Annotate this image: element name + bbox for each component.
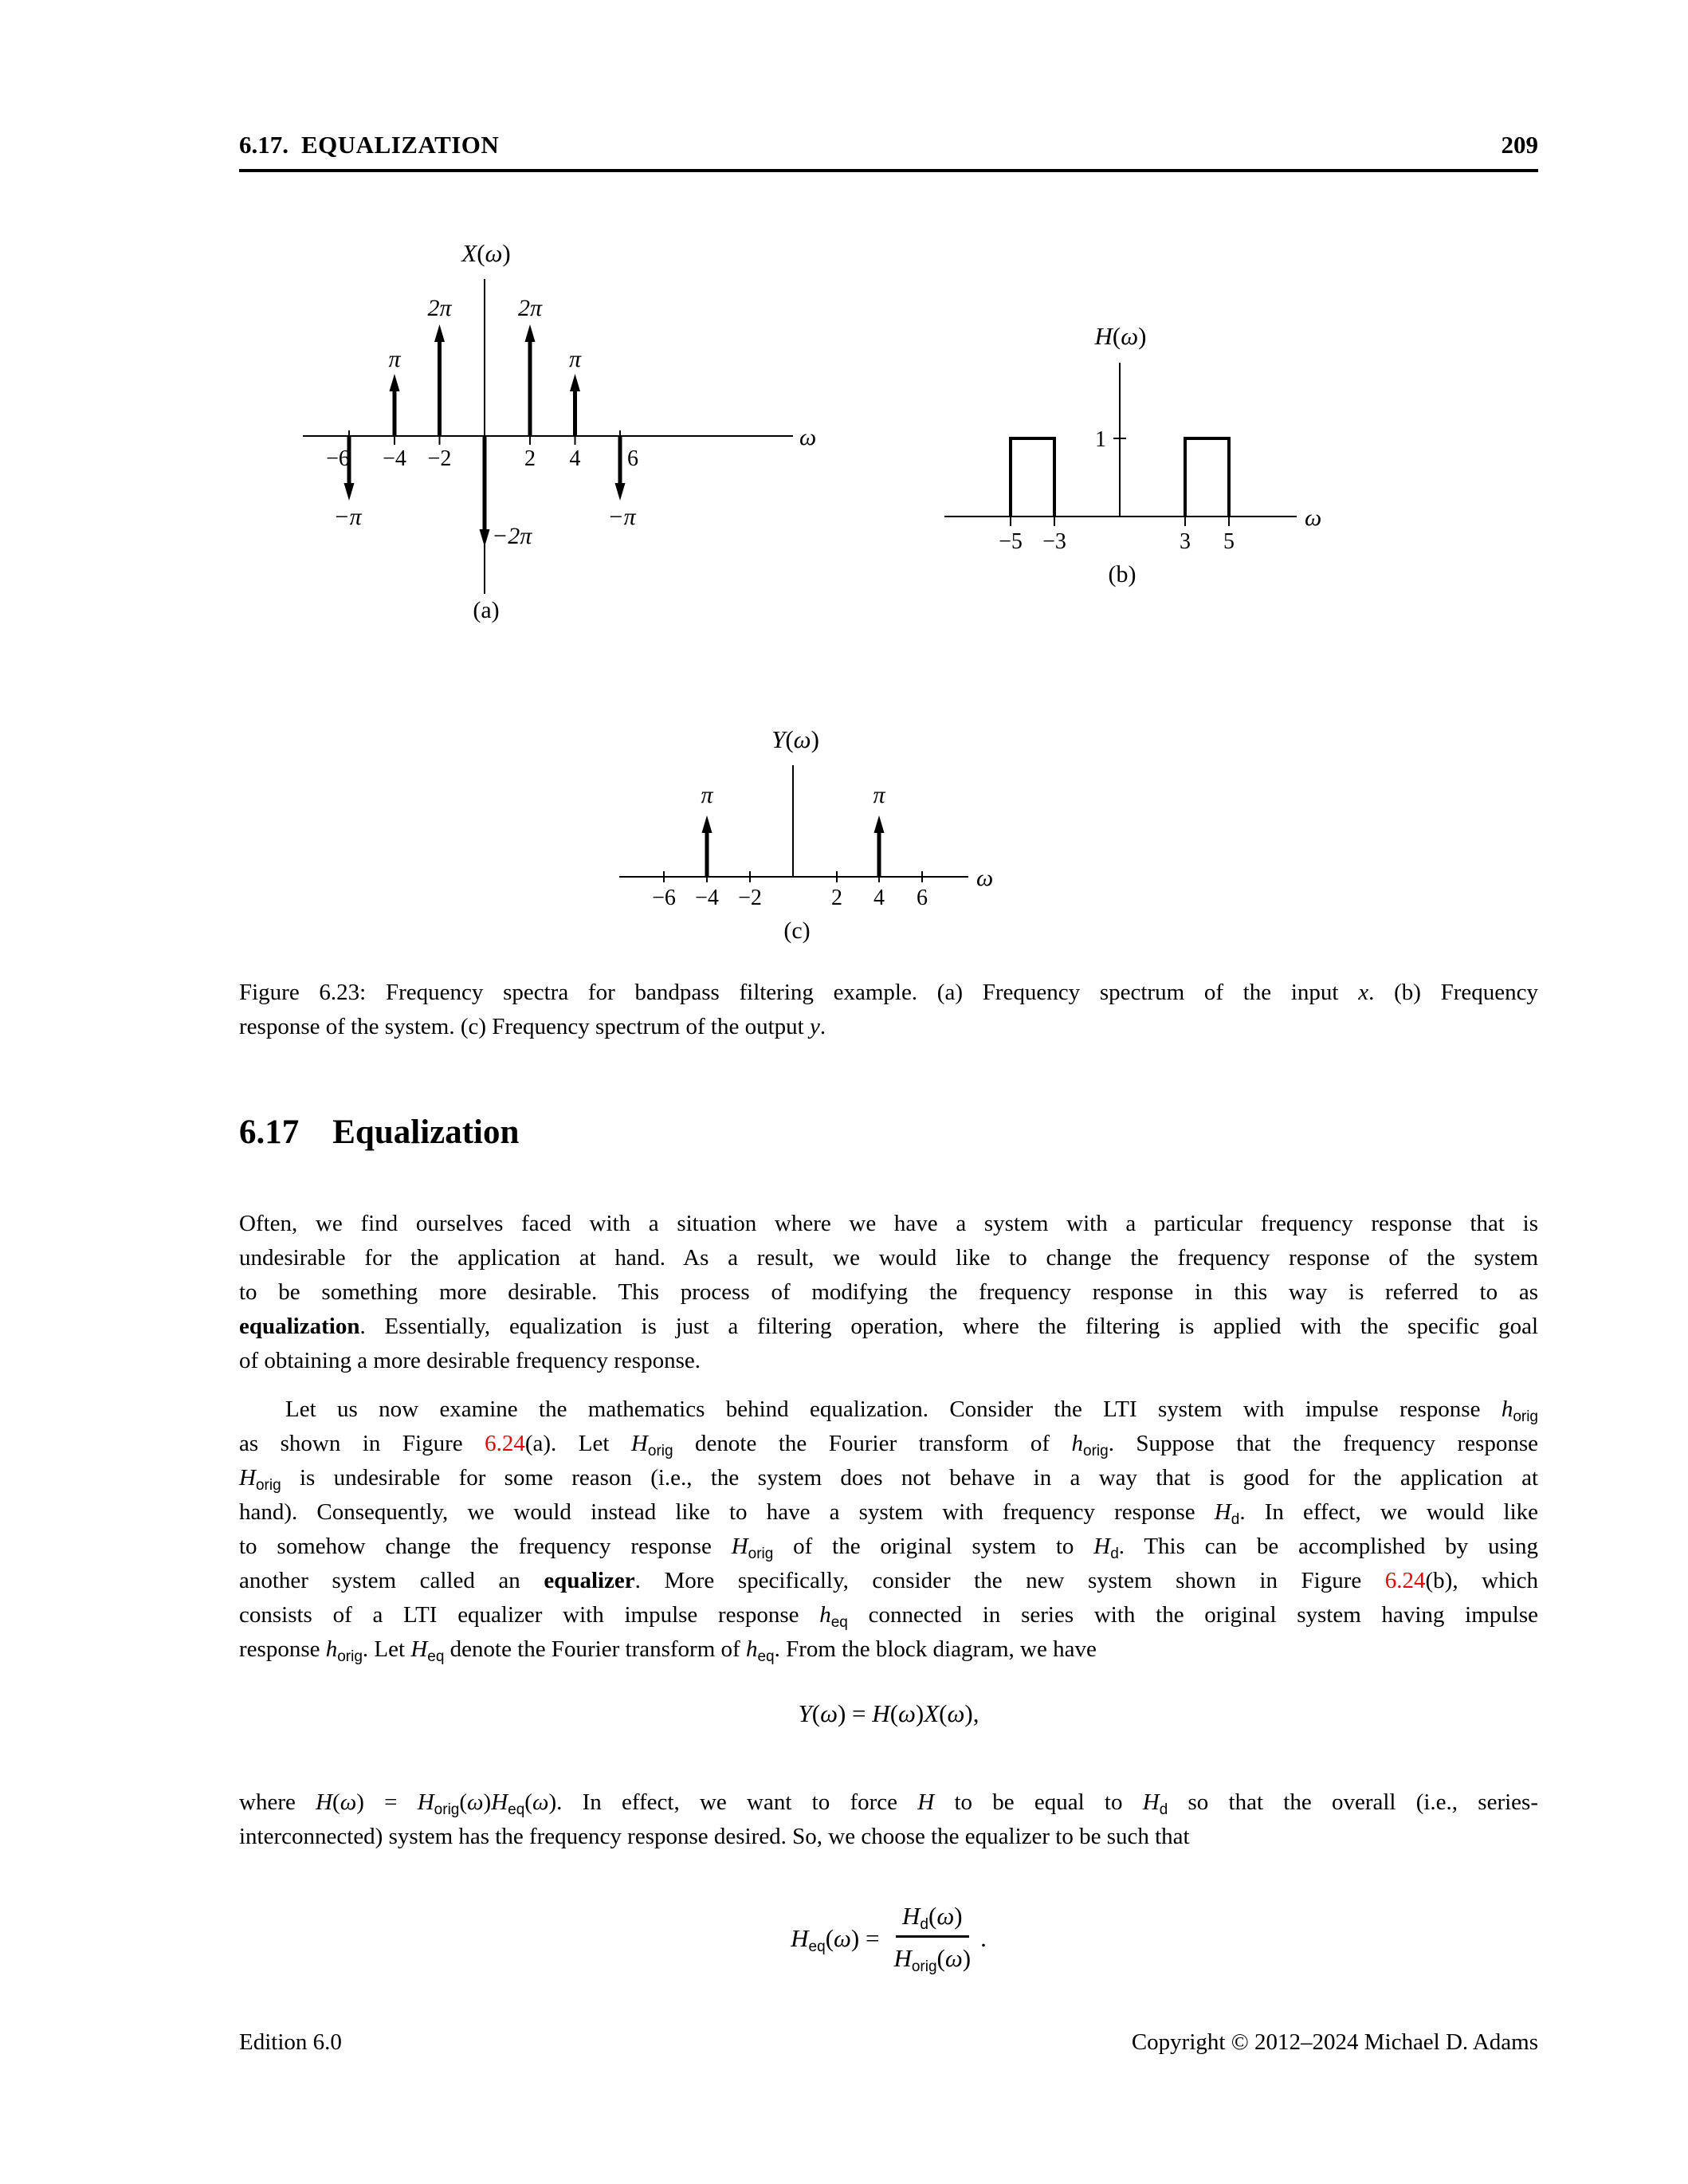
math-subscript: d <box>1110 1546 1119 1562</box>
math-var: H <box>410 1636 428 1662</box>
text-run: (a). Let <box>524 1431 631 1456</box>
math-subscript: orig <box>337 1648 363 1665</box>
fraction <box>887 1902 977 1974</box>
text-run: . Essentially, equalization is just a filtering operation, where the filtering is applied with the specific goal <box>359 1314 1538 1339</box>
math-var: H <box>902 1902 921 1930</box>
x-tick-label: 4 <box>873 886 885 910</box>
text-run: ( <box>785 725 794 753</box>
math-var: H <box>791 1923 809 1952</box>
figure-a-spectrum-x <box>295 231 837 630</box>
math-subscript: eq <box>830 1614 848 1631</box>
text-line <box>239 1564 1538 1598</box>
figure-ref-link[interactable]: 6.24 <box>1384 1568 1426 1593</box>
paragraph-1 <box>239 1207 1538 1378</box>
text-line <box>239 1820 1538 1854</box>
math-var: H <box>491 1789 508 1815</box>
figure-caption <box>239 976 1538 1044</box>
text-line <box>239 1427 1538 1461</box>
impulse-label: π <box>701 782 713 808</box>
arrowhead <box>874 815 885 833</box>
text-run: denote the Fourier transform of <box>444 1636 746 1662</box>
arrowhead <box>615 483 626 501</box>
text-run: denote the Fourier transform of <box>673 1431 1072 1456</box>
math-var: ω <box>467 1789 484 1815</box>
figure-ref-link[interactable]: 6.24 <box>485 1431 525 1456</box>
math-var: h <box>1501 1396 1513 1422</box>
x-tick-label: −4 <box>383 446 406 471</box>
page-footer <box>239 2029 1538 2056</box>
copyright-label: Copyright © 2012–2024 Michael D. Adams <box>1131 2029 1538 2055</box>
text-run: so that the overall (i.e., series- <box>1168 1789 1538 1815</box>
impulse-label: 2π <box>427 295 452 321</box>
x-tick-label: −3 <box>1042 529 1066 554</box>
math-var: H <box>630 1431 648 1456</box>
math-var: ω <box>944 1944 963 1972</box>
math-var: H <box>1093 1534 1111 1559</box>
math-var: ω <box>1121 322 1139 350</box>
text-run: . More specifically, consider the new system shown in Figure <box>634 1568 1385 1593</box>
x-tick-label: 6 <box>917 886 928 910</box>
math-var: H <box>872 1699 890 1727</box>
math-var: ω <box>532 1789 549 1815</box>
text-run: . Suppose that the frequency response <box>1108 1431 1538 1456</box>
math-var: h <box>745 1636 758 1662</box>
math-subscript: orig <box>255 1477 281 1494</box>
text-line <box>239 1392 1538 1427</box>
text-run: undesirable for the application at hand. As a result, we would like to change the frequency response of the system <box>239 1245 1538 1271</box>
axes <box>944 363 1321 531</box>
text-run: response of the system. (c) Frequency spectrum of the output <box>239 1014 810 1039</box>
section-number: 6.17 <box>239 1114 300 1151</box>
x-tick-label: 3 <box>1180 529 1191 554</box>
math-var: h <box>325 1636 338 1662</box>
math-subscript: orig <box>911 1958 937 1975</box>
math-subscript: eq <box>808 1938 826 1955</box>
equation-period: . <box>980 1923 987 1952</box>
omega-axis-label: ω <box>1305 505 1322 531</box>
text-run: ). In effect, we want to force <box>548 1789 918 1815</box>
text-run: ) <box>915 1699 924 1727</box>
passband-rect <box>1185 438 1229 517</box>
text-run: is undesirable for some reason (i.e., the system does not behave in a way that is good for the application at <box>281 1465 1538 1491</box>
text-run: . In effect, we would like <box>1239 1499 1539 1525</box>
text-run: connected in series with the original system having impulse <box>847 1602 1538 1628</box>
figure-b-frequency-response <box>924 311 1371 598</box>
math-subscript: orig <box>434 1801 460 1818</box>
running-section-title: EQUALIZATION <box>301 131 500 159</box>
text-run: ( <box>825 1923 834 1952</box>
omega-axis-label: ω <box>976 865 994 891</box>
text-run: ( <box>459 1789 468 1815</box>
text-run: interconnected) system has the frequency response desired. So, we choose the equalizer to be such that <box>239 1824 1190 1849</box>
math-var: X <box>924 1699 940 1727</box>
math-var: X <box>461 239 477 267</box>
text-run: ( <box>524 1789 532 1815</box>
math-var: h <box>1071 1431 1083 1456</box>
text-run: . Let <box>362 1636 411 1662</box>
section-heading <box>239 1113 519 1152</box>
text-run: ( <box>1112 322 1121 350</box>
running-header <box>239 131 1538 159</box>
text-run: . From the block diagram, we have <box>774 1636 1097 1662</box>
math-subscript: eq <box>757 1648 775 1665</box>
text-run: ) = <box>850 1923 880 1952</box>
text-line <box>239 1241 1538 1275</box>
x-tick-label: −5 <box>999 529 1023 554</box>
paragraph-2 <box>239 1392 1538 1667</box>
equation-lhs <box>791 1924 879 1953</box>
equation-body <box>791 1902 987 1974</box>
text-line <box>239 1632 1538 1667</box>
text-run: ) <box>962 1944 972 1972</box>
omega-axis-label: ω <box>799 424 817 450</box>
subfigure-label: (a) <box>473 597 500 623</box>
text-run: ) <box>1138 322 1147 350</box>
text-line <box>239 1275 1538 1310</box>
text-run: ( <box>939 1699 948 1727</box>
subfigure-label: (c) <box>783 917 811 944</box>
text-run: where <box>239 1789 316 1815</box>
text-run: ) <box>502 239 511 267</box>
text-run: ) = <box>837 1699 873 1727</box>
text-run: ( <box>889 1699 899 1727</box>
text-run: to be something more desirable. This process of modifying the frequency response in this way is referred to as <box>239 1279 1538 1305</box>
figure-caption-line <box>239 976 1538 1010</box>
math-var: h <box>819 1602 831 1628</box>
math-var: ω <box>820 1699 838 1727</box>
arrowhead <box>344 483 355 501</box>
x-tick-label: −6 <box>652 886 676 910</box>
tick-labels <box>999 529 1235 554</box>
arrowhead <box>570 374 580 391</box>
text-run: Often, we find ourselves faced with a situation where we have a system with a particular frequency response that is <box>239 1211 1538 1236</box>
math-var: ω <box>947 1699 965 1727</box>
impulse-label: −π <box>333 504 362 530</box>
text-line <box>239 1530 1538 1564</box>
x-tick-label: 4 <box>569 446 581 471</box>
math-var: H <box>239 1465 256 1491</box>
text-run: to be equal to <box>934 1789 1143 1815</box>
x-tick-label: 5 <box>1223 529 1235 554</box>
arrowhead <box>434 324 445 342</box>
math-var: y <box>809 1014 820 1039</box>
text-run: equalizer <box>544 1568 635 1593</box>
text-run: . This can be accomplished by using <box>1118 1534 1538 1559</box>
tick-labels <box>652 886 928 910</box>
math-subscript: orig <box>1083 1443 1109 1459</box>
text-run: ) <box>954 1902 963 1930</box>
arrowhead <box>480 529 490 547</box>
text-run: ( <box>811 1699 821 1727</box>
math-subscript: d <box>920 1916 928 1933</box>
text-run: ( <box>928 1902 937 1930</box>
fraction-numerator <box>896 1902 969 1938</box>
math-var: H <box>917 1789 935 1815</box>
math-var: H <box>893 1944 912 1972</box>
text-line <box>239 1598 1538 1632</box>
text-line <box>239 1310 1538 1344</box>
x-tick-label: −2 <box>738 886 762 910</box>
equation-y-equals-hx <box>239 1699 1538 1728</box>
figure-c-spectrum-y <box>606 713 1052 953</box>
text-line <box>239 1207 1538 1241</box>
text-run: another system called an <box>239 1568 544 1593</box>
math-var: H <box>1094 322 1113 350</box>
math-var: H <box>316 1789 333 1815</box>
running-section-number: 6.17. <box>239 131 289 159</box>
equation-heq-fraction <box>239 1902 1538 1974</box>
subfigure-label: (b) <box>1108 561 1136 587</box>
math-subscript: orig <box>748 1546 774 1562</box>
arrowhead <box>525 324 536 342</box>
x-tick-label: −6 <box>326 446 350 471</box>
x-tick-label: −2 <box>427 446 452 471</box>
math-subscript: eq <box>427 1648 445 1665</box>
impulse-label: 2π <box>517 295 543 321</box>
section-title: Equalization <box>332 1114 520 1151</box>
text-run: ) <box>483 1789 492 1815</box>
text-run: . <box>819 1014 826 1039</box>
math-subscript: d <box>1159 1801 1168 1818</box>
text-line <box>239 1785 1538 1820</box>
math-var: ω <box>898 1699 916 1727</box>
axes <box>303 279 816 594</box>
paragraph-3 <box>239 1785 1538 1854</box>
text-run: as shown in Figure <box>239 1431 485 1456</box>
arrowhead <box>702 815 712 833</box>
math-var: x <box>1358 980 1369 1005</box>
page-number: 209 <box>1501 131 1538 159</box>
figure-caption-line <box>239 1010 1538 1044</box>
text-run: of obtaining a more desirable frequency response. <box>239 1348 701 1373</box>
axes <box>619 765 993 891</box>
text-run: ) = <box>356 1789 418 1815</box>
impulse-label: π <box>873 782 885 808</box>
header-rule <box>239 169 1538 172</box>
impulse-label: −2π <box>492 523 532 549</box>
text-run: response <box>239 1636 326 1662</box>
text-run: . (b) Frequency <box>1368 980 1538 1005</box>
passband-rect <box>1011 438 1054 517</box>
math-subscript: orig <box>1513 1408 1538 1425</box>
math-var: H <box>1142 1789 1160 1815</box>
text-run: ( <box>332 1789 340 1815</box>
impulse-label: −π <box>607 504 636 530</box>
x-tick-label: 6 <box>627 446 638 471</box>
math-var: ω <box>340 1789 357 1815</box>
math-subscript: orig <box>647 1443 673 1459</box>
text-run: Let us now examine the mathematics behind equalization. Consider the LTI system with impulse response <box>285 1396 1502 1422</box>
math-subscript: d <box>1231 1511 1240 1528</box>
math-var: ω <box>793 725 811 753</box>
edition-label: Edition 6.0 <box>239 2029 342 2055</box>
text-run: ( <box>477 239 485 267</box>
impulse-label: π <box>388 346 401 372</box>
text-run: of the original system to <box>773 1534 1094 1559</box>
text-line <box>239 1495 1538 1530</box>
text-line <box>239 1461 1538 1495</box>
math-var: H <box>731 1534 748 1559</box>
math-var: ω <box>936 1902 955 1930</box>
arrowhead <box>390 374 400 391</box>
text-run: Figure 6.23: Frequency spectra for bandpass filtering example. (a) Frequency spectrum of the input <box>239 980 1359 1005</box>
text-run: ), <box>964 1699 979 1727</box>
math-var: Y <box>771 725 786 753</box>
text-run: consists of a LTI equalizer with impulse response <box>239 1602 820 1628</box>
y-tick-label: 1 <box>1095 427 1106 452</box>
impulse-label: π <box>568 346 582 372</box>
math-var: ω <box>485 239 503 267</box>
math-var: ω <box>834 1923 851 1952</box>
text-run: equalization <box>239 1314 360 1339</box>
text-line <box>239 1344 1538 1378</box>
math-var: H <box>1214 1499 1231 1525</box>
x-tick-label: −4 <box>695 886 719 910</box>
text-run: (b), which <box>1425 1568 1538 1593</box>
x-tick-label: 2 <box>831 886 842 910</box>
x-tick-label: 2 <box>524 446 536 471</box>
text-run: ) <box>811 725 819 753</box>
math-subscript: eq <box>508 1801 525 1818</box>
text-run: ( <box>936 1944 945 1972</box>
tick-labels <box>326 446 638 471</box>
math-var: H <box>417 1789 434 1815</box>
text-run: hand). Consequently, we would instead like to have a system with frequency response <box>239 1499 1215 1525</box>
text-run: to somehow change the frequency response <box>239 1534 732 1559</box>
fraction-denominator <box>887 1938 977 1974</box>
math-var: Y <box>798 1699 812 1727</box>
